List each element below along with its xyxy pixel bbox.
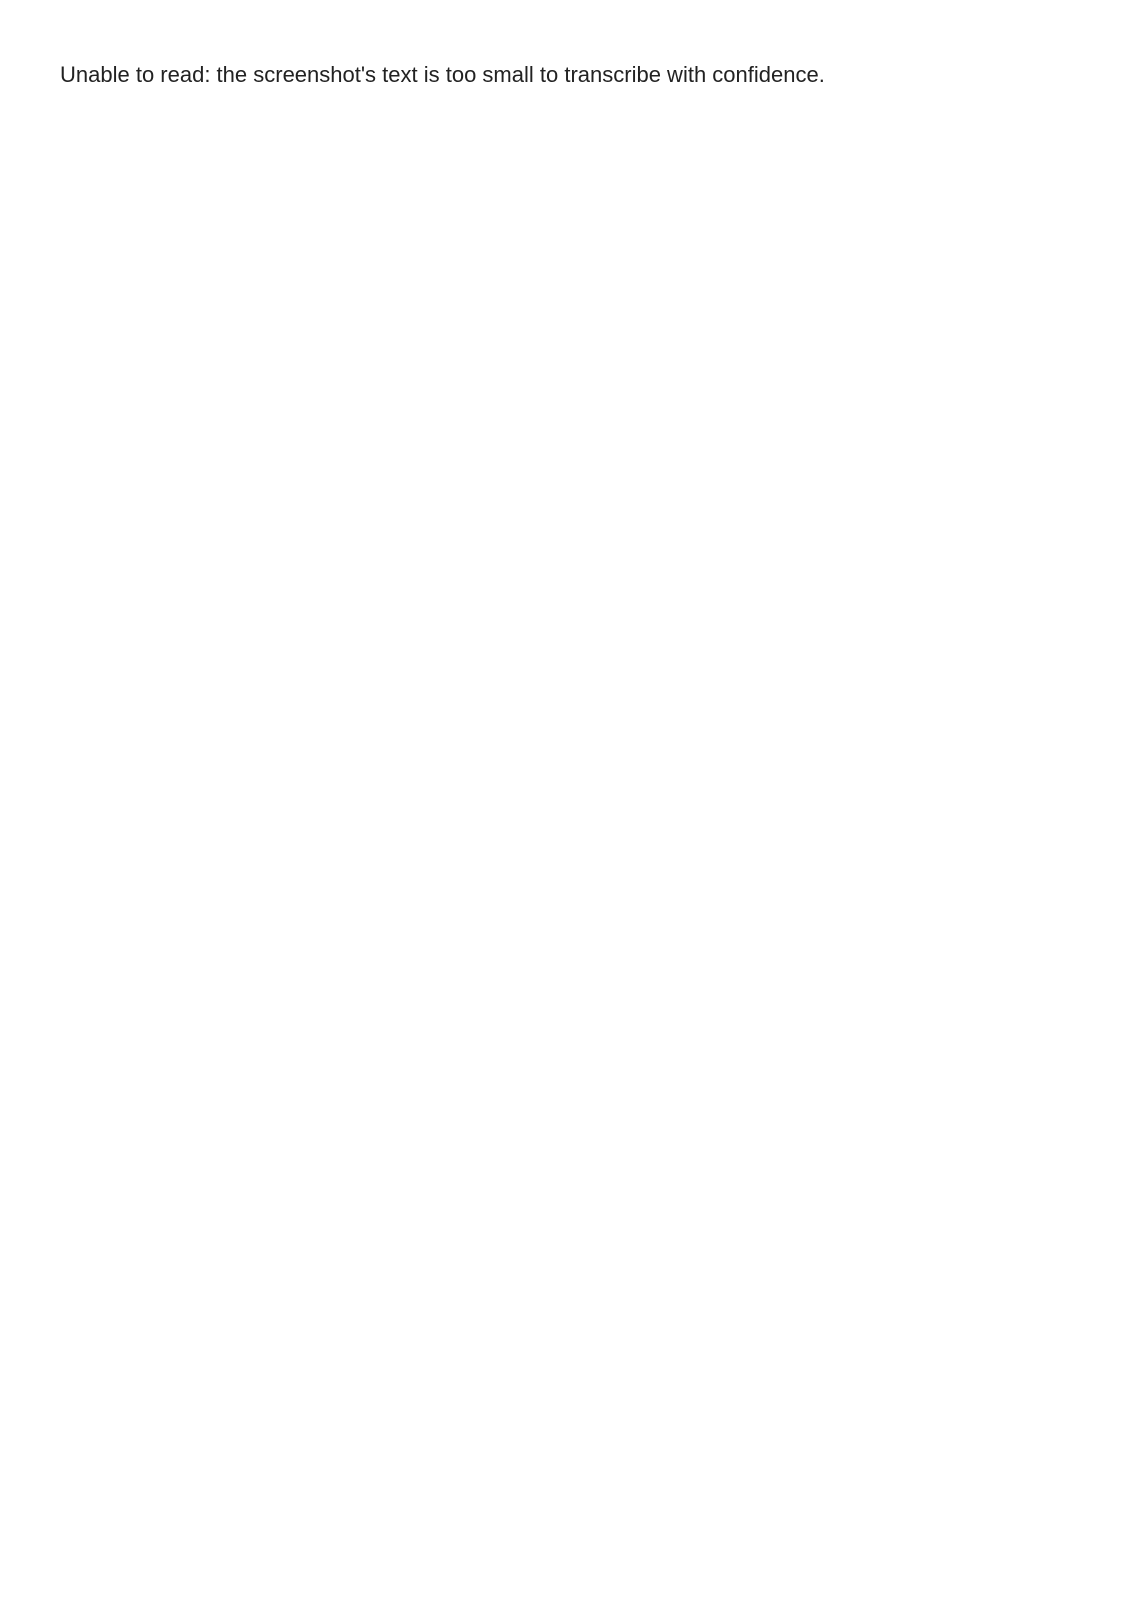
unreadable-notice: Unable to read: the screenshot's text is too small to transcribe with confidence.	[60, 62, 825, 87]
